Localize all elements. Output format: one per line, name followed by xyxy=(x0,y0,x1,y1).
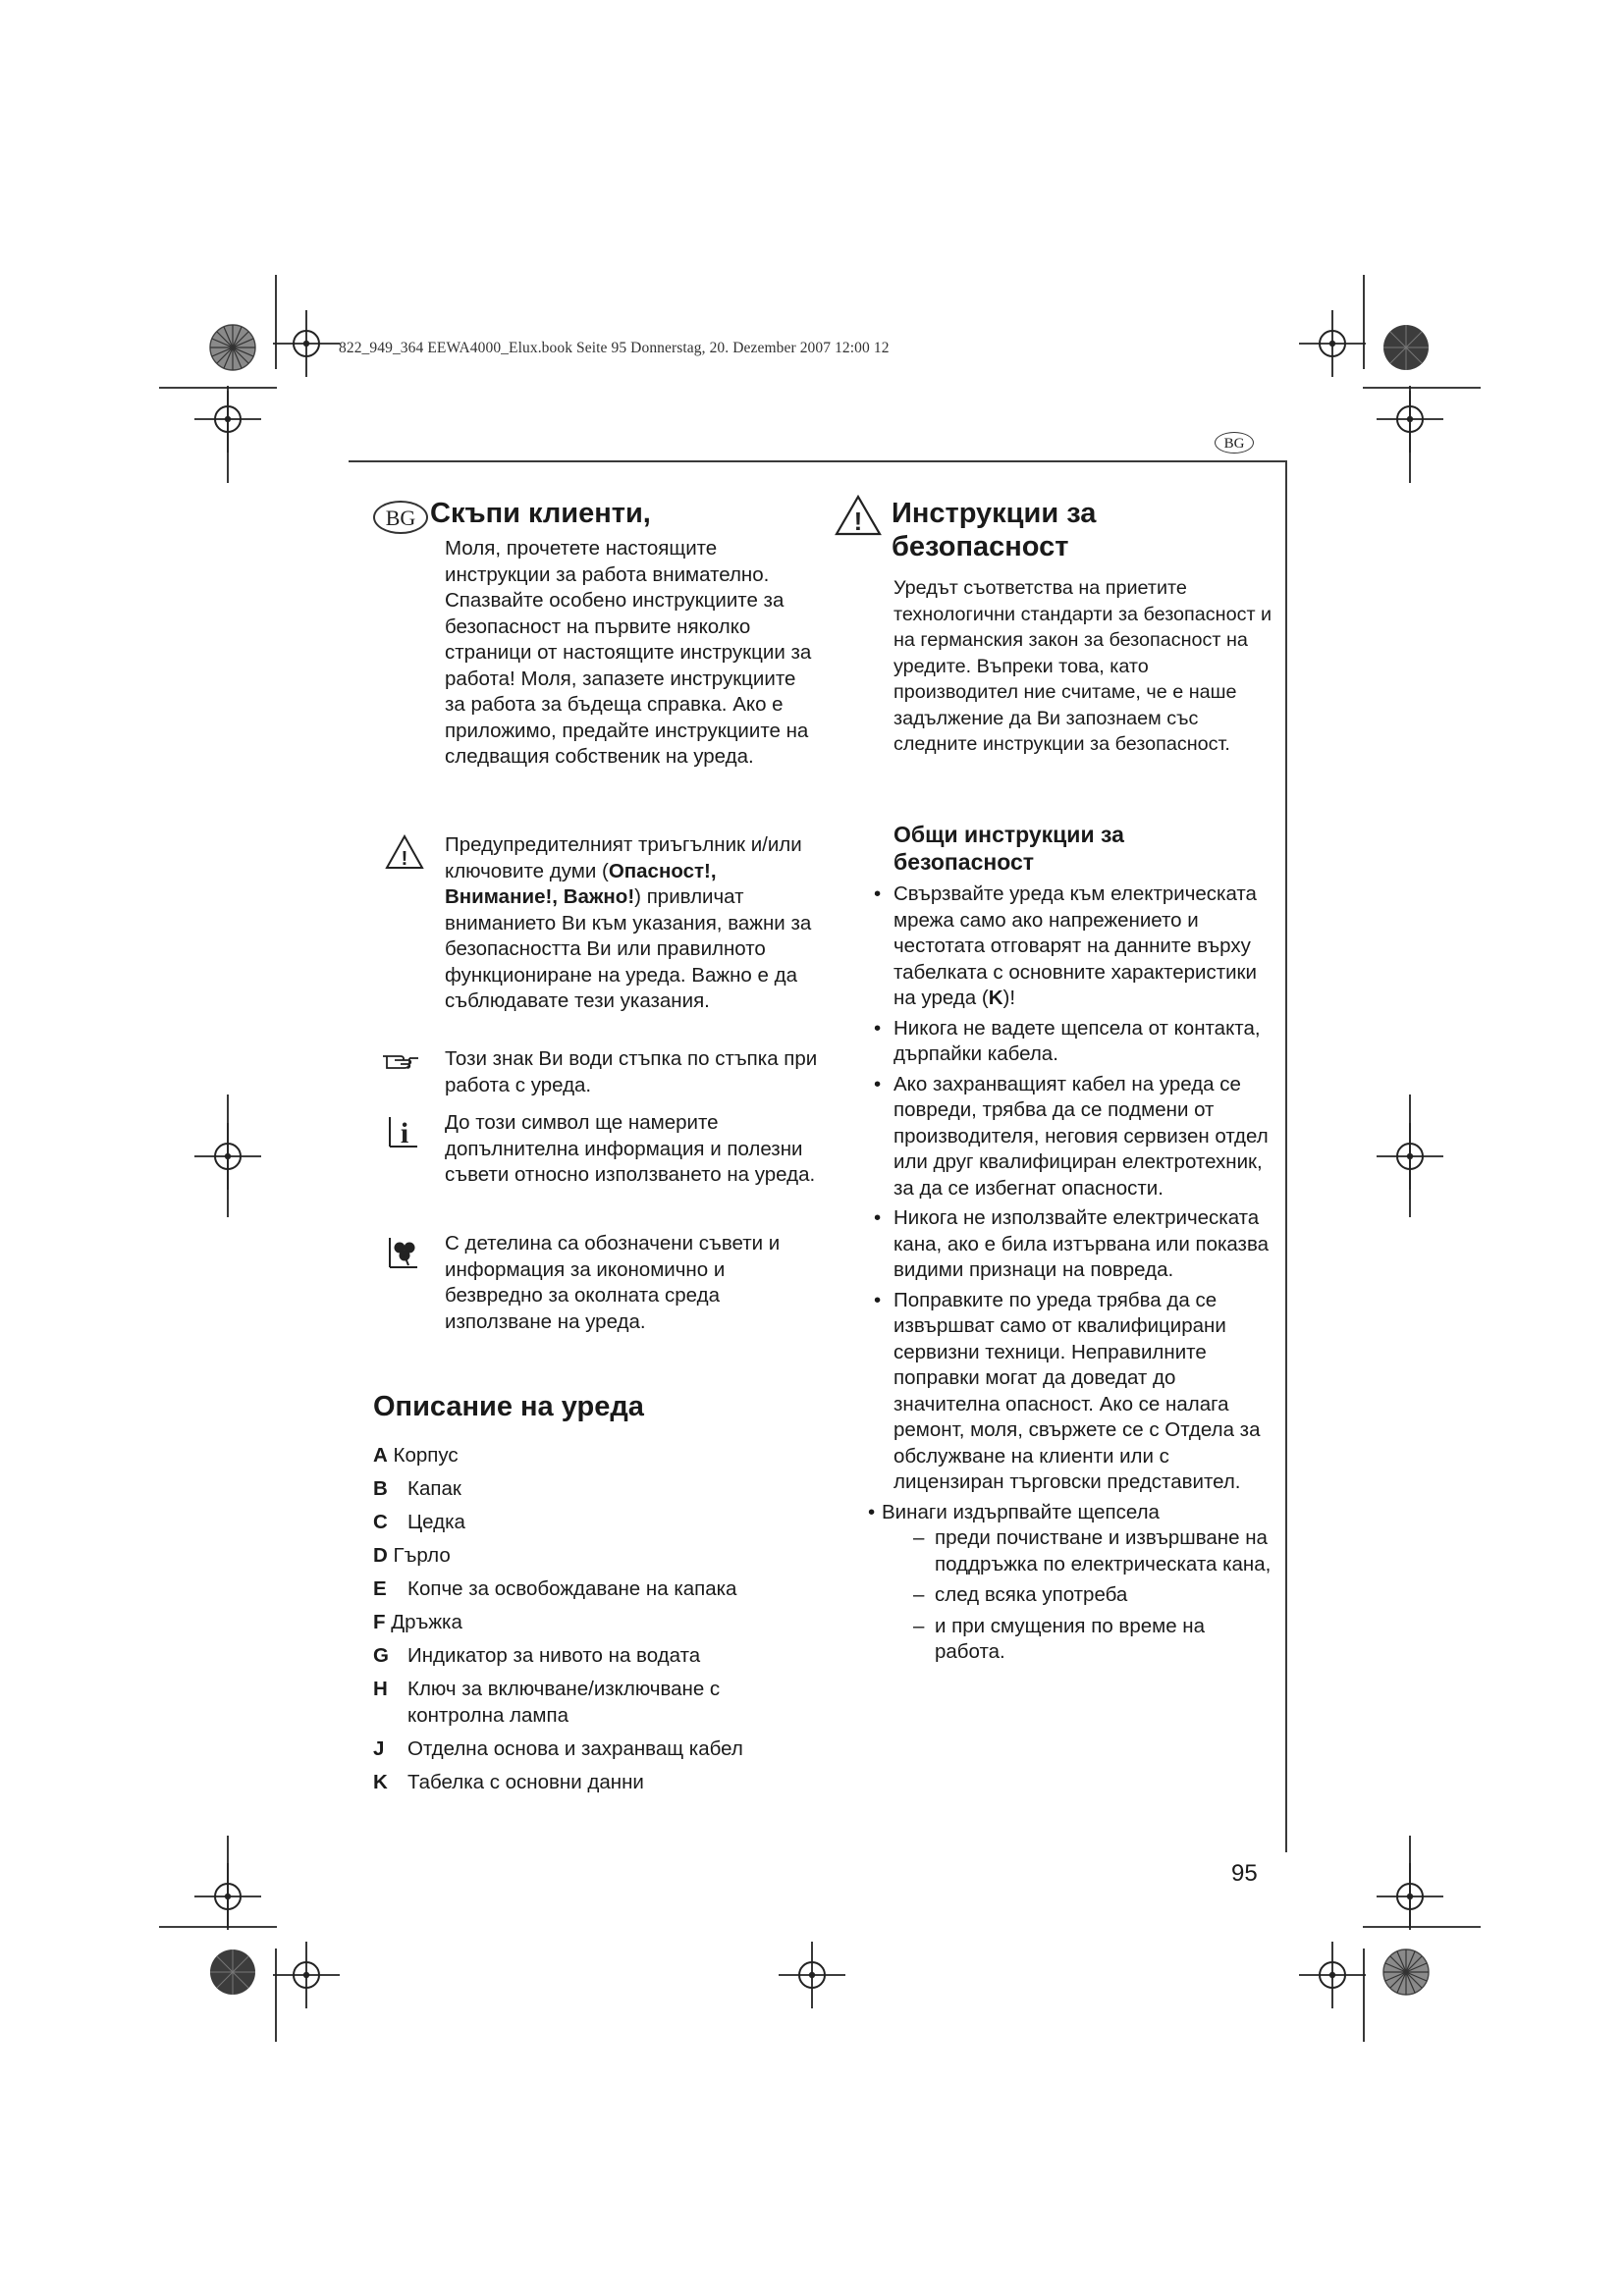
clover-icon xyxy=(387,1235,420,1270)
description-item-k xyxy=(373,1770,825,1796)
description-letter: B xyxy=(373,1477,388,1500)
description-text: Капак xyxy=(407,1477,461,1500)
legend-text-warning xyxy=(445,832,818,1015)
text-run: ) привличат вниманието Ви към указания, важни за безопасността Ви или правилното функциониране на уреда. Важно е да съблюдавате тези указания. xyxy=(445,885,812,1012)
warning-triangle-icon xyxy=(385,834,424,870)
safety-intro: Уредът съответства на приетите технологични стандарти за безопасност и на германския закон за безопасност на уредите. Въпреки това, като производител ние считаме, че е наше задължение да Ви запознаем със следните инструкции за безопасност. xyxy=(893,577,1272,755)
text-run: Поправките по уреда трябва да се извършват само от квалифицирани сервизни техници. Неправилните поправки могат да доведат до значителна опасност. Ако се налага ремонт, моля, свържете се с Отдела за обслужване на клиенти или с лицензиран търговски представител. xyxy=(893,1288,1261,1493)
description-text: Ключ за включване/изключване с контролна лампа xyxy=(407,1678,721,1727)
bullet-dot: • xyxy=(874,1288,882,1311)
info-icon xyxy=(387,1114,420,1149)
safety-bullet xyxy=(874,1072,1276,1202)
bullet-text xyxy=(893,1073,1269,1200)
legend-text-step xyxy=(445,1046,818,1098)
text-run: До този символ ще намерите допълнителна информация и полезни съвети относно използването на уреда. xyxy=(445,1111,816,1186)
language-badge: BG xyxy=(1215,432,1254,454)
safety-heading: Инструкции за безопасност xyxy=(892,498,1097,562)
right-rule xyxy=(1285,460,1287,1852)
description-text: Дръжка xyxy=(391,1611,462,1633)
bullet-dot: • xyxy=(874,1206,882,1229)
dash-glyph: – xyxy=(913,1614,925,1637)
description-letter: A xyxy=(373,1444,388,1467)
description-text: Табелка с основни данни xyxy=(407,1770,644,1793)
description-text: Индикатор за нивото на водата xyxy=(407,1644,701,1667)
description-letter: F xyxy=(373,1611,386,1633)
text-run: Ако захранващият кабел на уреда се повреди, трябва да се подмени от производителя, неговия сервизен отдел или друг квалифициран електротехник, за да се избегнат опасности. xyxy=(893,1072,1269,1200)
text-run: С детелина са обозначени съвети и информация за икономично и безвредно за околната среда използване на уреда. xyxy=(445,1232,781,1333)
description-item-a xyxy=(373,1443,825,1469)
file-header-line: 822_949_364 EEWA4000_Elux.book Seite 95 Donnerstag, 20. Dezember 2007 12:00 12 xyxy=(339,340,890,356)
description-letter: K xyxy=(373,1770,388,1793)
description-item-f xyxy=(373,1610,825,1636)
legend-text-eco xyxy=(445,1231,818,1335)
text-run: Този знак Ви води стъпка по стъпка при работа с уреда. xyxy=(445,1047,818,1096)
text-run: Свързвайте уреда към електрическата мрежа само ако напрежението и честотата отговарят на данните върху табелката с основните характеристики на уреда ( xyxy=(893,882,1257,1009)
unplug-subitem xyxy=(913,1582,1276,1609)
page-number: 95 xyxy=(1231,1860,1258,1887)
description-text: Копче за освобождаване на капака xyxy=(407,1577,737,1600)
bullet-dot: • xyxy=(874,882,882,905)
safety-bullet xyxy=(874,1288,1276,1496)
description-item-c xyxy=(373,1510,825,1536)
description-item-b xyxy=(373,1476,825,1503)
general-safety-subheading: Общи инструкции за безопасност xyxy=(893,822,1124,875)
unplug-subitem xyxy=(913,1525,1276,1577)
bullet-text xyxy=(893,1206,1269,1281)
pointing-hand-icon xyxy=(381,1048,420,1074)
description-letter: C xyxy=(373,1511,388,1533)
text-run: Предупредителният триъгълник и/или ключовите думи ( xyxy=(445,833,802,882)
dash-glyph: – xyxy=(913,1526,925,1549)
description-item-e xyxy=(373,1576,825,1603)
bullet-text xyxy=(893,1289,1260,1494)
unplug-sublist xyxy=(874,1525,1276,1666)
safety-exclamation: ! xyxy=(853,507,863,536)
description-text: Корпус xyxy=(393,1444,459,1467)
description-letter: G xyxy=(373,1644,389,1667)
safety-bullet xyxy=(874,1205,1276,1284)
bullet-text xyxy=(893,882,1257,1009)
safety-bullet xyxy=(874,1016,1276,1068)
description-item-g xyxy=(373,1643,825,1670)
unplug-subitem xyxy=(913,1614,1276,1666)
bold-text-run: Опасност!, Внимание!, Важно! xyxy=(445,859,717,908)
description-list xyxy=(373,1443,825,1803)
description-heading: Описание на уреда xyxy=(373,1391,644,1422)
subitem-text: и при смущения по време на работа. xyxy=(935,1614,1206,1663)
description-letter: H xyxy=(373,1678,388,1700)
bullet-text xyxy=(893,1017,1261,1066)
heading-language-badge: BG xyxy=(373,501,428,534)
text-run: Никога не вадете щепсела от контакта, дърпайки кабела. xyxy=(893,1016,1261,1065)
bold-text-run: K xyxy=(988,987,1003,1009)
description-letter: D xyxy=(373,1544,388,1567)
safety-bullet xyxy=(874,881,1276,1012)
bullet-dot: • xyxy=(874,1072,882,1095)
greeting-heading: Скъпи клиенти, xyxy=(430,498,651,529)
text-run: Никога не използвайте електрическата кана, ако е била изтървана или показва видими признаци на повреда. xyxy=(893,1206,1270,1281)
safety-bullet-list xyxy=(868,881,1276,1671)
subitem-text: преди почистване и извършване на поддръжка по електрическата кана, xyxy=(935,1526,1272,1575)
description-item-h xyxy=(373,1677,825,1729)
description-letter: J xyxy=(373,1736,385,1760)
warning-exclamation: ! xyxy=(401,848,408,870)
bullet-dot: • xyxy=(868,1500,876,1523)
unplug-instruction xyxy=(868,1500,1276,1526)
safety-warning-icon xyxy=(835,495,882,536)
dash-glyph: – xyxy=(913,1583,925,1606)
description-text: Гърло xyxy=(393,1544,451,1567)
description-text: Цедка xyxy=(407,1511,465,1533)
description-item-d xyxy=(373,1543,825,1570)
legend-text-info xyxy=(445,1110,818,1189)
bullet-dot: • xyxy=(874,1016,882,1040)
subitem-text: след всяка употреба xyxy=(935,1583,1128,1606)
intro-paragraph: Моля, прочетете настоящите инструкции за работа внимателно. Спазвайте особено инструкциите за безопасност на първите няколко страници от настоящите инструкции за работа! Моля, запазете инструкциите за работа за бъдеща справка. Ако е приложимо, предайте инструкциите на следващия собственик на уреда. xyxy=(445,537,812,768)
description-item-j xyxy=(373,1736,825,1763)
unplug-text: Винаги издърпвайте щепсела xyxy=(882,1500,1160,1523)
info-glyph: i xyxy=(400,1117,409,1149)
description-letter: E xyxy=(373,1577,387,1600)
text-run: )! xyxy=(1002,987,1016,1009)
description-text: Отделна основа и захранващ кабел xyxy=(407,1736,743,1760)
top-rule xyxy=(349,460,1287,462)
